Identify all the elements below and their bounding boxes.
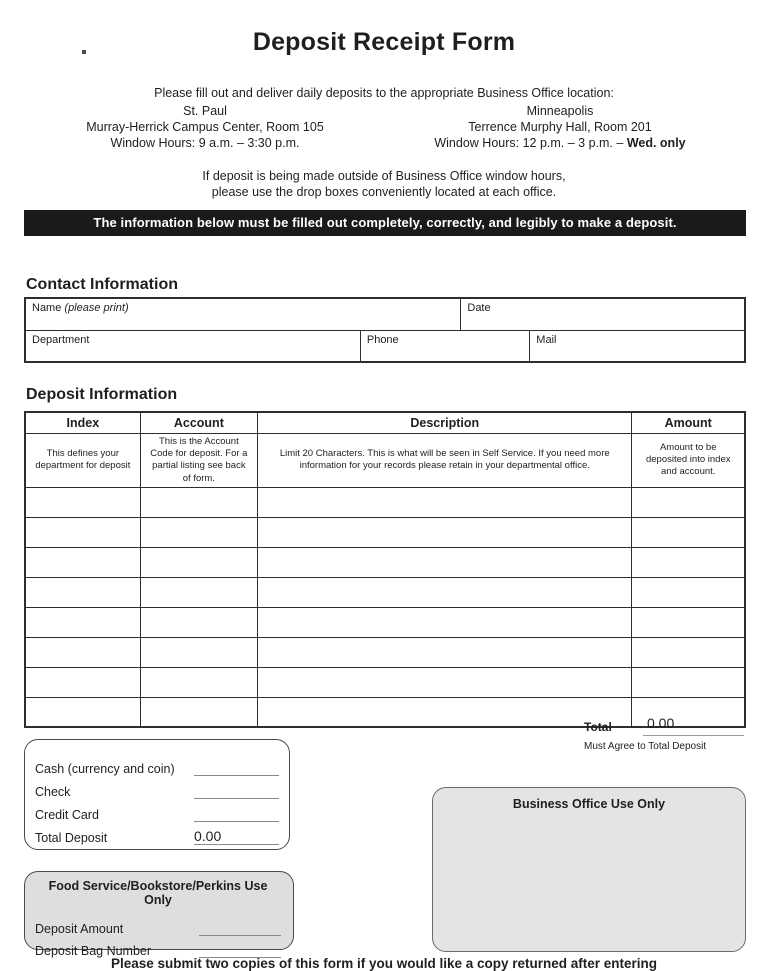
contact-information-heading: Contact Information [26, 276, 178, 293]
date-label: Date [467, 302, 491, 314]
total-deposit-value[interactable]: 0.00 [194, 828, 279, 845]
cash-label: Cash (currency and coin) [35, 762, 175, 776]
location-building: Terrence Murphy Hall, Room 201 [468, 120, 652, 134]
location-st-paul [40, 103, 370, 151]
deposit-entry-cell[interactable] [25, 547, 140, 577]
deposit-information-table [24, 411, 746, 728]
deposit-header-row [25, 412, 745, 433]
deposit-entry-cell[interactable] [632, 487, 745, 517]
business-office-box [432, 787, 746, 952]
phone-label: Phone [366, 334, 399, 346]
deposit-entry-cell[interactable] [140, 577, 257, 607]
deposit-entry-cell[interactable] [258, 547, 632, 577]
deposit-entry-cell[interactable] [632, 547, 745, 577]
name-hint: (please print) [64, 302, 129, 314]
deposit-entry-cell[interactable] [258, 637, 632, 667]
deposit-entry-row [25, 697, 745, 727]
mail-label: Mail [536, 334, 557, 346]
deposit-entry-cell[interactable] [140, 487, 257, 517]
deposit-entry-cell[interactable] [140, 637, 257, 667]
department-label: Department [32, 334, 90, 346]
contact-row-2 [26, 330, 744, 361]
contact-information-table [24, 297, 746, 363]
phone-field[interactable] [360, 331, 529, 361]
instruction-banner: The information below must be filled out completely, correctly, and legibly to make a deposit. [24, 210, 746, 236]
dropbox-note-line2: please use the drop boxes conveniently located at each office. [211, 185, 557, 199]
deposit-entry-cell[interactable] [25, 607, 140, 637]
total-note: Must Agree to Total Deposit [584, 741, 707, 752]
food-service-title: Food Service/Bookstore/Perkins Use Only [48, 879, 268, 907]
deposit-entry-cell[interactable] [632, 517, 745, 547]
cash-input-line[interactable] [194, 759, 279, 776]
date-field[interactable] [460, 299, 744, 330]
business-office-title: Business Office Use Only [512, 797, 666, 811]
column-header-index: Index [25, 412, 140, 433]
dropbox-note-line1: If deposit is being made outside of Business Office window hours, [202, 169, 566, 183]
deposit-entry-row [25, 577, 745, 607]
name-label: Name [32, 302, 65, 314]
location-building: Murray-Herrick Campus Center, Room 105 [86, 120, 324, 134]
deposit-amount-row [35, 914, 281, 936]
check-row [35, 776, 279, 799]
deposit-entry-row [25, 517, 745, 547]
deposit-entry-cell[interactable] [632, 637, 745, 667]
deposit-entry-cell[interactable] [632, 667, 745, 697]
deposit-entry-cell[interactable] [258, 607, 632, 637]
deposit-notes-row [25, 433, 745, 487]
deposit-entry-cell[interactable] [140, 667, 257, 697]
deposit-entry-cell[interactable] [632, 607, 745, 637]
department-field[interactable] [26, 331, 360, 361]
deposit-entry-cell[interactable] [258, 667, 632, 697]
mail-field[interactable] [529, 331, 744, 361]
deposit-bag-number-label: Deposit Bag Number [35, 944, 152, 958]
deposit-entry-cell[interactable] [140, 517, 257, 547]
total-deposit-row [35, 822, 279, 845]
cash-row [35, 753, 279, 776]
deposit-entry-cell[interactable] [25, 577, 140, 607]
amount-column-note: Amount to be deposited into index and account. [632, 433, 745, 487]
deposit-entry-cell[interactable] [25, 667, 140, 697]
description-column-note: Limit 20 Characters. This is what will be seen in Self Service. If you need more information for your records please retain in your departmental office. [258, 433, 632, 487]
deposit-entry-cell[interactable] [25, 517, 140, 547]
deposit-entry-row [25, 487, 745, 517]
deposit-entry-cell[interactable] [25, 697, 140, 727]
deposit-information-heading: Deposit Information [26, 386, 178, 403]
deposit-entry-cell[interactable] [258, 577, 632, 607]
tender-breakdown-box [24, 739, 290, 850]
deposit-entry-row [25, 547, 745, 577]
food-service-box [24, 871, 294, 958]
column-header-description: Description [258, 412, 632, 433]
deposit-amount-input-line[interactable] [199, 919, 281, 936]
column-header-account: Account [140, 412, 257, 433]
deposit-entry-cell[interactable] [258, 697, 632, 727]
deposit-entry-cell[interactable] [140, 697, 257, 727]
account-column-note: This is the Account Code for deposit. For a partial listing see back of form. [140, 433, 257, 487]
location-hours: Window Hours: 12 p.m. – 3 p.m. – Wed. only [434, 136, 686, 150]
total-value[interactable]: 0.00 [647, 715, 675, 731]
deposit-entry-row [25, 667, 745, 697]
total-underline [643, 735, 744, 736]
deposit-entry-row [25, 607, 745, 637]
location-hours: Window Hours: 9 a.m. – 3:30 p.m. [110, 136, 300, 150]
contact-row-1 [26, 299, 744, 330]
index-column-note: This defines your department for deposit [25, 433, 140, 487]
total-label: Total [584, 720, 612, 734]
intro-text: Please fill out and deliver daily deposits to the appropriate Business Office location: [154, 86, 614, 100]
check-input-line[interactable] [194, 782, 279, 799]
deposit-entry-cell[interactable] [25, 637, 140, 667]
deposit-amount-label: Deposit Amount [35, 922, 124, 936]
credit-card-row [35, 799, 279, 822]
deposit-entry-cell[interactable] [258, 517, 632, 547]
deposit-entry-cell[interactable] [632, 577, 745, 607]
credit-card-input-line[interactable] [194, 805, 279, 822]
check-label: Check [35, 785, 71, 799]
deposit-entry-cell[interactable] [140, 607, 257, 637]
deposit-entry-cell[interactable] [140, 547, 257, 577]
credit-card-label: Credit Card [35, 808, 99, 822]
total-deposit-label: Total Deposit [35, 831, 108, 845]
footer-note: Please submit two copies of this form if you would like a copy returned after entering [110, 956, 658, 971]
name-field[interactable] [26, 299, 460, 330]
column-header-amount: Amount [632, 412, 745, 433]
location-minneapolis [385, 103, 735, 151]
page-title: Deposit Receipt Form [252, 28, 516, 56]
deposit-empty-rows [25, 487, 745, 727]
location-city: St. Paul [183, 104, 227, 118]
deposit-entry-row [25, 637, 745, 667]
deposit-entry-cell[interactable] [25, 487, 140, 517]
location-city: Minneapolis [526, 104, 594, 118]
deposit-entry-cell[interactable] [258, 487, 632, 517]
deposit-bag-number-row [35, 936, 281, 958]
